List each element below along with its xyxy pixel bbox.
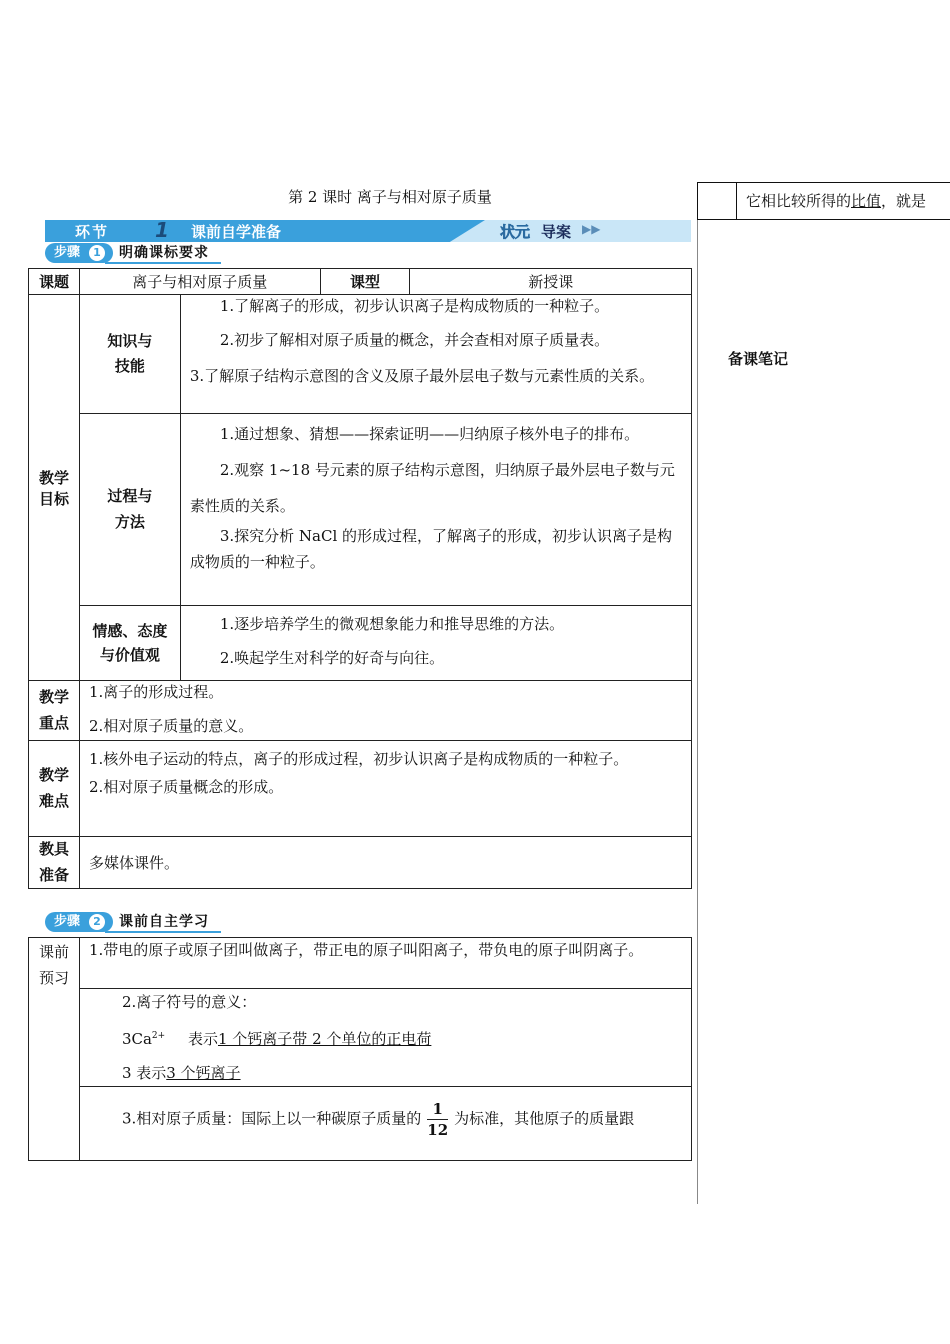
knowledge-cell bbox=[180, 295, 691, 414]
ion-symbol-base: 3Ca bbox=[121, 1030, 152, 1048]
process-label: 过程与方法 bbox=[79, 414, 180, 606]
segment-banner bbox=[45, 220, 691, 242]
lesson-plan-table bbox=[28, 268, 692, 889]
fraction-denominator: 12 bbox=[427, 1121, 449, 1139]
difficulty-label: 教学难点 bbox=[29, 741, 80, 837]
topic-label: 课题 bbox=[29, 269, 80, 295]
step-name: 课前自主学习 bbox=[119, 914, 209, 930]
difficulty-item: 2.相对原子质量概念的形成。 bbox=[88, 778, 284, 796]
emotion-label: 情感、态度与价值观 bbox=[79, 606, 180, 681]
ion-line-2-prefix: 3 表示 bbox=[121, 1064, 167, 1082]
preview-item-1: 1.带电的原子或原子团叫做离子，带正电的原子叫阳离子，带负电的原子叫阴离子。 bbox=[79, 938, 691, 989]
step-underline bbox=[105, 931, 221, 933]
key-item: 1.离子的形成过程。 bbox=[88, 683, 224, 701]
type-label: 课型 bbox=[320, 269, 410, 295]
side-empty-cell bbox=[698, 183, 737, 219]
ion-line-1-prefix: 表示 bbox=[187, 1030, 218, 1048]
knowledge-item: 3.了解原子结构示意图的含义及原子最外层电子数与元素性质的关系。 bbox=[189, 366, 655, 385]
key-item: 2.相对原子质量的意义。 bbox=[88, 716, 254, 735]
process-item: 2.观察 1~18 号元素的原子结构示意图，归纳原子最外层电子数与元素性质的关系。 bbox=[189, 461, 675, 515]
side-text-answer: 比值 bbox=[851, 192, 882, 210]
knowledge-label: 知识与技能 bbox=[79, 295, 180, 414]
ion-symbol bbox=[122, 1030, 165, 1048]
ion-line-2-answer: 3 个钙离子 bbox=[166, 1064, 241, 1082]
side-continuation-box bbox=[697, 182, 950, 220]
knowledge-item: 2.初步了解相对原子质量的概念，并会查相对原子质量表。 bbox=[219, 330, 610, 349]
step-1-header bbox=[45, 243, 245, 263]
step-underline bbox=[105, 262, 221, 264]
side-text-suffix: ，就是 bbox=[881, 192, 927, 210]
tools-value: 多媒体课件。 bbox=[79, 837, 691, 889]
preview-table bbox=[28, 937, 692, 1161]
double-arrow-icon: ▶▶ bbox=[582, 222, 601, 236]
ion-line-1-answer: 1 个钙离子带 2 个单位的正电荷 bbox=[217, 1030, 432, 1048]
step-number-badge: 1 bbox=[89, 245, 105, 261]
page-title: 第 2 课时 离子与相对原子质量 bbox=[288, 188, 492, 206]
step-label: 步骤 bbox=[54, 914, 81, 929]
step-2-header bbox=[45, 912, 245, 932]
emotion-item: 2.唤起学生对科学的好奇与向往。 bbox=[219, 648, 445, 667]
side-continuation-text bbox=[746, 190, 926, 211]
ion-line-1 bbox=[122, 1025, 683, 1050]
item3-suffix: 为标准，其他原子的质量跟 bbox=[454, 1109, 635, 1128]
preview-item-2 bbox=[79, 989, 691, 1087]
preview-item-3 bbox=[79, 1087, 691, 1161]
emotion-cell bbox=[180, 606, 691, 681]
process-cell bbox=[180, 414, 691, 606]
knowledge-item: 1.了解离子的形成，初步认识离子是构成物质的一种粒子。 bbox=[219, 297, 610, 315]
ion-line-2 bbox=[122, 1062, 683, 1084]
key-label: 教学重点 bbox=[29, 681, 80, 741]
ion-meaning-title: 2.离子符号的意义： bbox=[121, 993, 257, 1011]
fraction bbox=[427, 1099, 448, 1140]
notes-label: 备课笔记 bbox=[728, 350, 789, 368]
column-divider bbox=[697, 182, 698, 1204]
fraction-numerator: 1 bbox=[427, 1099, 448, 1120]
brand-name-a: 状元 bbox=[500, 223, 531, 241]
segment-number: 1 bbox=[155, 220, 169, 242]
tools-label: 教具准备 bbox=[29, 837, 80, 889]
segment-name: 课前自学准备 bbox=[191, 223, 282, 241]
step-number-badge: 2 bbox=[89, 914, 105, 930]
process-item: 1.通过想象、猜想——探索证明——归纳原子核外电子的排布。 bbox=[219, 425, 640, 443]
process-item: 3.探究分析 NaCl 的形成过程，了解离子的形成，初步认识离子是构成物质的一种粒子。 bbox=[189, 527, 673, 571]
ion-charge: 2+ bbox=[151, 1031, 166, 1041]
side-text-prefix: 它相比较所得的 bbox=[746, 192, 852, 210]
preview-label: 课前预习 bbox=[29, 938, 80, 1161]
step-label: 步骤 bbox=[54, 245, 81, 260]
key-cell bbox=[79, 681, 691, 741]
emotion-item: 1.逐步培养学生的微观想象能力和推导思维的方法。 bbox=[219, 615, 565, 633]
step-name: 明确课标要求 bbox=[119, 245, 209, 261]
difficulty-item: 1.核外电子运动的特点，离子的形成过程，初步认识离子是构成物质的一种粒子。 bbox=[88, 750, 629, 768]
segment-label: 环节 bbox=[75, 223, 110, 241]
topic-value: 离子与相对原子质量 bbox=[79, 269, 320, 295]
goal-label: 教学目标 bbox=[29, 295, 80, 681]
difficulty-cell bbox=[79, 741, 691, 837]
brand-name-b: 导案 bbox=[541, 223, 572, 241]
item3-prefix: 3.相对原子质量：国际上以一种碳原子质量的 bbox=[121, 1109, 422, 1128]
type-value: 新授课 bbox=[410, 269, 692, 295]
